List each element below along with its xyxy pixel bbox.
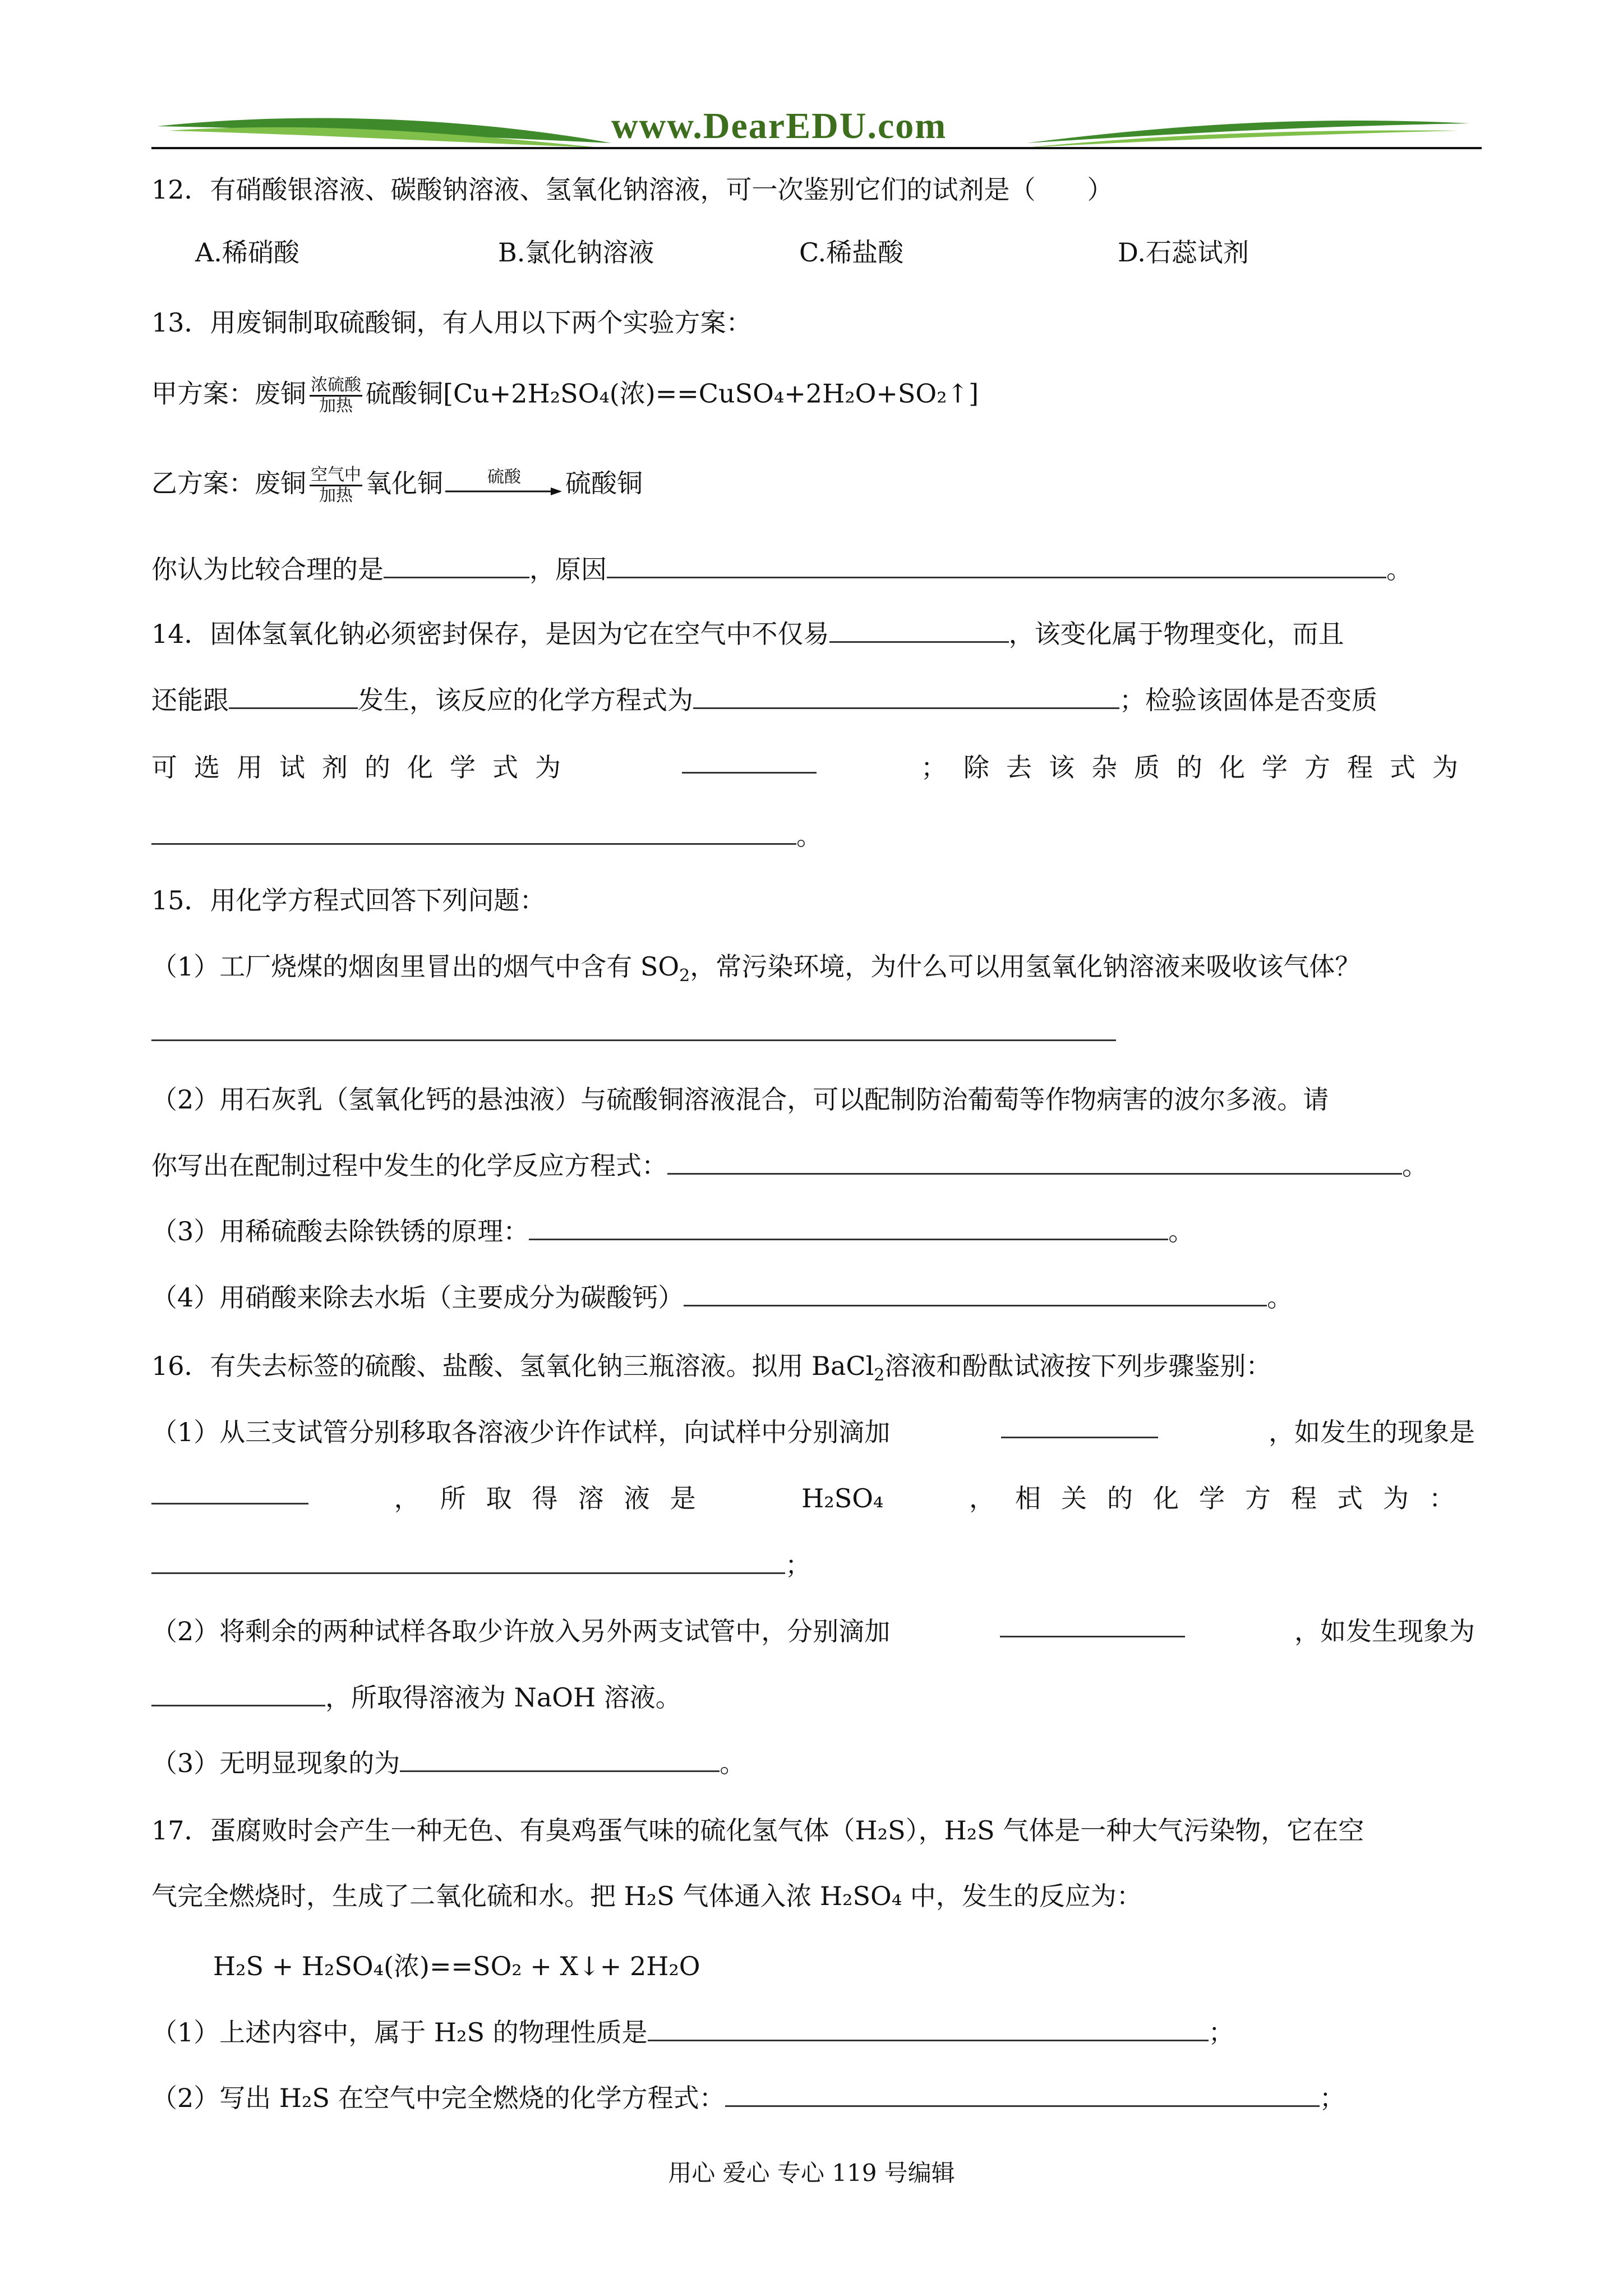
q17-line-1: 17．蛋腐败时会产生一种无色、有臭鸡蛋气味的硫化氢气体（H₂S），H₂S 气体是一种大气污染物，它在空	[151, 1815, 1364, 1846]
answer-blank[interactable]	[151, 1018, 1116, 1041]
q15-stem: 15．用化学方程式回答下列问题：	[151, 885, 546, 915]
q17-line-2: 气完全燃烧时，生成了二氧化硫和水。把 H₂S 气体通入浓 H₂SO₄ 中，发生的反应为：	[151, 1881, 1142, 1911]
answer-blank[interactable]	[400, 1749, 720, 1772]
answer-blank[interactable]	[1001, 1415, 1158, 1438]
q15-part-2-line-1: （2）用石灰乳（氢氧化钙的悬浊液）与硫酸铜溶液混合，可以配制防治葡萄等作物病害的波尔多液。请	[151, 1084, 1329, 1115]
q12-stem: 12．有硝酸银溶液、碳酸钠溶液、氢氧化钠溶液，可一次鉴别它们的试剂是（ ）	[151, 174, 1113, 205]
q15-part-1-answer	[151, 1015, 1116, 1049]
q13-stem: 13．用废铜制取硫酸铜，有人用以下两个实验方案：	[151, 307, 752, 338]
q16-step-2-line-1: （2）将剩余的两种试样各取少许放入另外两支试管中，分别滴加 ，如发生现象为	[151, 1614, 1475, 1648]
answer-blank[interactable]	[693, 686, 1119, 709]
answer-blank[interactable]	[1000, 1614, 1185, 1637]
q17-part-2: （2）写出 H₂S 在空气中完全燃烧的化学方程式： ；	[151, 2083, 1345, 2113]
plan-b-intermediate: 氧化铜	[366, 468, 443, 499]
q16-step-1-line-3: ；	[151, 1548, 811, 1582]
site-logo-text: www.DearEDU.com	[611, 105, 947, 146]
q12-option-a: A.稀硝酸	[195, 237, 299, 268]
plan-a-equation: [Cu+2H₂SO₄(浓)==CuSO₄+2H₂O+SO₂↑]	[443, 378, 979, 409]
q17-equation: H₂S + H₂SO₄(浓)==SO₂ + X↓+ 2H₂O	[213, 1951, 700, 1981]
site-header	[151, 104, 1475, 160]
q15-part-1: （1）工厂烧煤的烟囱里冒出的烟气中含有 $SO_2$，常污染环境，为什么可以用氢氧化钠溶液来吸收该气体？	[151, 951, 1361, 986]
answer-blank[interactable]	[529, 1217, 1168, 1240]
plan-a-prefix: 甲方案：废铜	[151, 378, 306, 409]
answer-blank[interactable]	[151, 1481, 308, 1504]
q16-step-3: （3）无明显现象的为 。	[151, 1748, 746, 1778]
answer-blank[interactable]	[151, 1551, 785, 1574]
q16-stem: 16．有失去标签的硫酸、盐酸、氢氧化钠三瓶溶液。拟用 BaCl$_2$溶液和酚酞试液按下列步骤鉴别：	[151, 1351, 1272, 1385]
q13-plan-b	[151, 466, 643, 505]
answer-blank[interactable]	[151, 1683, 325, 1706]
header-divider	[151, 147, 1482, 149]
q14-line-3: 可选用试剂的化学式为 ；除去该杂质的化学方程式为	[151, 751, 1475, 784]
q13-plan-a	[151, 376, 979, 416]
answer-blank[interactable]	[384, 555, 529, 578]
answer-blank[interactable]	[725, 2084, 1320, 2107]
q14-line-2: 还能跟 发生，该反应的化学方程式为 ；检验该固体是否变质	[151, 685, 1377, 715]
answer-blank[interactable]	[684, 1283, 1267, 1306]
q14-line-4: 。	[151, 819, 822, 853]
q13-question: 你认为比较合理的是 ，原因 。	[151, 554, 1412, 585]
q16-step-1-line-2: ，所取得溶液是 H₂SO₄ ，相关的化学方程式为：	[151, 1481, 1475, 1515]
answer-blank[interactable]	[829, 620, 1009, 643]
q17-part-1: （1）上述内容中，属于 H₂S 的物理性质是 ；	[151, 2017, 1234, 2047]
q15-part-3: （3）用稀硫酸去除铁锈的原理： 。	[151, 1216, 1195, 1246]
q14-line-1: 14．固体氢氧化钠必须密封保存，是因为它在空气中不仅易 ，该变化属于物理变化，而且	[151, 619, 1344, 649]
answer-blank[interactable]	[682, 751, 817, 774]
q15-part-4: （4）用硝酸来除去水垢（主要成分为碳酸钙） 。	[151, 1282, 1293, 1313]
plan-b-condition: $\frac{\text{空气中}}{\text{加热}}$	[311, 465, 361, 505]
answer-blank[interactable]	[667, 1152, 1402, 1175]
q16-step-2-line-2: ，所取得溶液为 NaOH 溶液。	[151, 1681, 681, 1714]
answer-blank[interactable]	[229, 686, 358, 709]
q16-step-1-line-1: （1）从三支试管分别移取各溶液少许作试样，向试样中分别滴加 ，如发生的现象是	[151, 1415, 1475, 1449]
q12-option-b: B.氯化钠溶液	[498, 237, 654, 268]
q12-option-c: C.稀盐酸	[799, 237, 904, 268]
answer-blank[interactable]	[648, 2018, 1209, 2041]
plan-a-condition: $\frac{\text{浓硫酸}}{\text{加热}}$	[311, 375, 361, 416]
answer-blank[interactable]	[151, 822, 796, 845]
plan-b-prefix: 乙方案：废铜	[151, 468, 306, 499]
page-footer: 用心 爱心 专心 119 号编辑	[668, 2159, 955, 2187]
q12-option-d: D.石蕊试剂	[1118, 237, 1249, 268]
answer-blank[interactable]	[607, 555, 1386, 578]
q15-part-2-line-2: 你写出在配制过程中发生的化学反应方程式： 。	[151, 1151, 1428, 1181]
plan-a-product: 硫酸铜	[366, 378, 443, 409]
plan-b-product: 硫酸铜	[565, 468, 643, 499]
reaction-arrow-icon: 硫酸	[445, 469, 563, 503]
